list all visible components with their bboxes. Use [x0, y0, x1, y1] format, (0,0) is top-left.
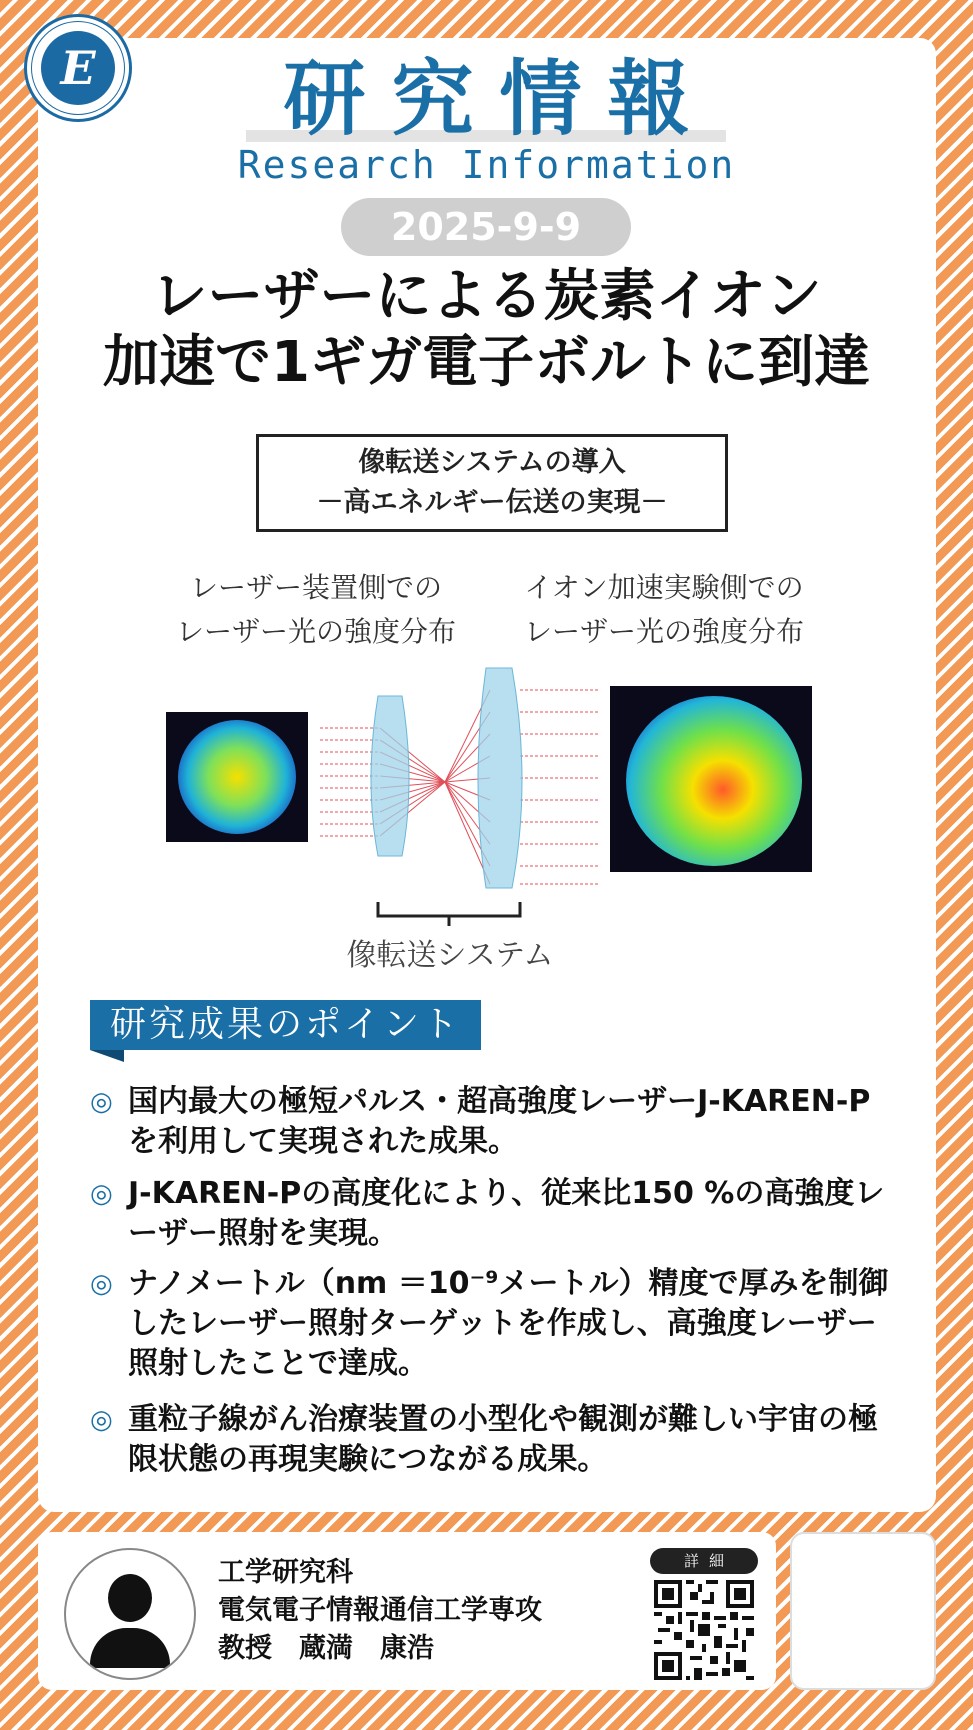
- figure-title-line-1: 像転送システムの導入: [358, 447, 626, 478]
- image-transfer-diagram: [160, 660, 820, 960]
- point-item: [90, 1400, 890, 1480]
- point-text: 国内最大の極短パルス・超高強度レーザーJ-KAREN-Pを利用して実現された成果。: [128, 1084, 871, 1159]
- point-item: [90, 1082, 890, 1162]
- avatar-body: [90, 1628, 170, 1668]
- headline-line-2: 加速で1ギガ電子ボルトに到達: [103, 330, 870, 395]
- figure-title-box: [256, 434, 728, 532]
- headline: [0, 264, 973, 396]
- bullet-circle-icon: ◎: [90, 1269, 113, 1299]
- lens-large: [478, 668, 522, 888]
- researcher-affiliation: [218, 1554, 542, 1668]
- lens-small: [371, 696, 409, 856]
- point-text: ナノメートル（nm ＝10⁻⁹メートル）精度で厚みを制御したレーザー照射ターゲットを作成し、高強度レーザー照射したことで達成。: [128, 1266, 889, 1381]
- caption-right-line-1: イオン加速実験側での: [524, 571, 804, 604]
- points-heading-tail: [90, 1050, 124, 1062]
- date-badge: 2025-9-9: [341, 198, 631, 256]
- caption-left: [146, 566, 486, 654]
- caption-left-line-1: レーザー装置側での: [189, 571, 442, 604]
- system-label: 像転送システム: [346, 938, 554, 973]
- logo-letter: E: [41, 31, 115, 105]
- figure-title-line-2: －高エネルギー伝送の実現－: [316, 487, 668, 518]
- contact-footer: [38, 1532, 776, 1690]
- bullet-circle-icon: ◎: [90, 1179, 113, 1209]
- point-item: [90, 1264, 890, 1384]
- page-title: 研究情報: [283, 52, 716, 147]
- bullet-circle-icon: ◎: [90, 1405, 113, 1435]
- point-item: [90, 1174, 890, 1254]
- qr-code[interactable]: [654, 1580, 754, 1680]
- department: 工学研究科: [218, 1557, 353, 1588]
- bullet-circle-icon: ◎: [90, 1087, 113, 1117]
- system-bracket: [378, 902, 520, 926]
- avatar-head: [108, 1574, 152, 1622]
- caption-right: [494, 566, 834, 654]
- page-subtitle: Research Information: [237, 143, 736, 187]
- major: 電気電子情報通信工学専攻: [218, 1595, 542, 1626]
- blank-panel: [790, 1532, 936, 1690]
- points-heading: 研究成果のポイント: [90, 1000, 481, 1050]
- point-text: J-KAREN-Pの高度化により、従来比150 %の高強度レーザー照射を実現。: [128, 1176, 885, 1251]
- point-text: 重粒子線がん治療装置の小型化や観測が難しい宇宙の極限状態の再現実験につながる成果。: [128, 1402, 878, 1477]
- caption-left-line-2: レーザー光の強度分布: [175, 615, 456, 648]
- headline-line-1: レーザーによる炭素イオン: [151, 264, 822, 329]
- researcher-name: 教授 蔵満 康浩: [218, 1633, 434, 1664]
- caption-right-line-2: レーザー光の強度分布: [523, 615, 804, 648]
- detail-label: 詳細: [650, 1548, 758, 1574]
- avatar-icon: [64, 1548, 196, 1680]
